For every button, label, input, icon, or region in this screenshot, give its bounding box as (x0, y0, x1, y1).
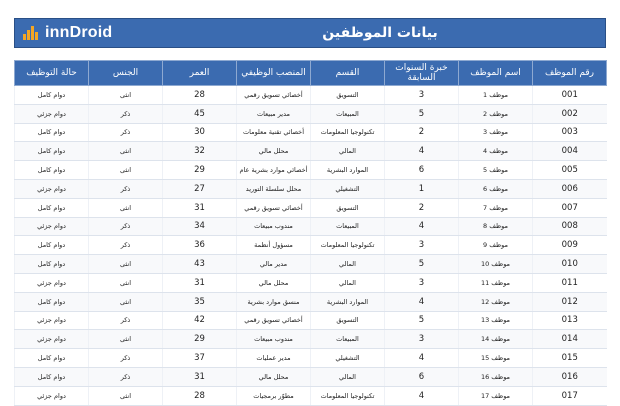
table-cell: محلل مالي (237, 142, 311, 161)
column-header: القسم (311, 61, 385, 86)
table-cell: 35 (163, 292, 237, 311)
table-cell: ذكر (89, 179, 163, 198)
table-cell: 3 (385, 86, 459, 105)
table-row (15, 217, 607, 236)
table-row (15, 161, 607, 180)
table-cell: 4 (385, 217, 459, 236)
table-cell: محلل مالي (237, 273, 311, 292)
table-cell: دوام كامل (15, 236, 89, 255)
table-cell: موظف 13 (459, 311, 533, 330)
table-cell: 2 (385, 123, 459, 142)
table-cell: تكنولوجيا المعلومات (311, 386, 385, 405)
table-row (15, 123, 607, 142)
table-cell: 2 (385, 198, 459, 217)
table-cell: مدير مبيعات (237, 104, 311, 123)
table-cell: 008 (533, 217, 607, 236)
column-header: الجنس (89, 61, 163, 86)
table-cell: موظف 14 (459, 330, 533, 349)
table-row (15, 104, 607, 123)
table-cell: مدير مالي (237, 255, 311, 274)
table-cell: 006 (533, 179, 607, 198)
table-cell: مندوب مبيعات (237, 330, 311, 349)
table-cell: مندوب مبيعات (237, 217, 311, 236)
table-cell: 43 (163, 255, 237, 274)
table-cell: ذكر (89, 217, 163, 236)
table-cell: أخصائي تسويق رقمي (237, 198, 311, 217)
column-header: خبرة السنوات السابقة (385, 61, 459, 86)
table-cell: موظف 6 (459, 179, 533, 198)
table-cell: موظف 11 (459, 273, 533, 292)
table-cell: أخصائي موارد بشرية عام (237, 161, 311, 180)
table-cell: دوام جزئي (15, 311, 89, 330)
column-header: المنصب الوظيفي (237, 61, 311, 86)
table-cell: أخصائي تقنية معلومات (237, 123, 311, 142)
table-cell: الموارد البشرية (311, 161, 385, 180)
table-cell: موظف 5 (459, 161, 533, 180)
table-cell: 30 (163, 123, 237, 142)
table-cell: 31 (163, 198, 237, 217)
table-cell: 011 (533, 273, 607, 292)
table-cell: محلل سلسلة التوريد (237, 179, 311, 198)
table-cell: ذكر (89, 123, 163, 142)
table-cell: موظف 16 (459, 367, 533, 386)
table-row (15, 255, 607, 274)
table-cell: أخصائي تسويق رقمي (237, 86, 311, 105)
table-cell: 31 (163, 273, 237, 292)
table-cell: دوام جزئي (15, 179, 89, 198)
table-cell: 36 (163, 236, 237, 255)
table-cell: 3 (385, 236, 459, 255)
column-header: العمر (163, 61, 237, 86)
table-cell: التشغيلي (311, 179, 385, 198)
table-cell: محلل مالي (237, 367, 311, 386)
table-row (15, 179, 607, 198)
column-header: اسم الموظف (459, 61, 533, 86)
table-body (15, 86, 607, 406)
table-cell: تكنولوجيا المعلومات (311, 123, 385, 142)
table-cell: موظف 9 (459, 236, 533, 255)
table-cell: 1 (385, 179, 459, 198)
table-row (15, 236, 607, 255)
table-cell: التشغيلي (311, 349, 385, 368)
table-cell: 27 (163, 179, 237, 198)
table-cell: دوام كامل (15, 255, 89, 274)
table-row (15, 349, 607, 368)
table-cell: المبيعات (311, 104, 385, 123)
table-cell: 4 (385, 349, 459, 368)
table-cell: انثى (89, 386, 163, 405)
table-cell: المبيعات (311, 330, 385, 349)
table-cell: ذكر (89, 349, 163, 368)
table-cell: المالي (311, 367, 385, 386)
table-cell: تكنولوجيا المعلومات (311, 236, 385, 255)
table-row (15, 367, 607, 386)
table-row (15, 330, 607, 349)
table-cell: المالي (311, 273, 385, 292)
table-cell: 29 (163, 330, 237, 349)
table-cell: دوام كامل (15, 161, 89, 180)
table-cell: 013 (533, 311, 607, 330)
table-row (15, 142, 607, 161)
table-cell: انثى (89, 142, 163, 161)
table-cell: دوام كامل (15, 123, 89, 142)
table-cell: دوام جزئي (15, 217, 89, 236)
table-cell: موظف 1 (459, 86, 533, 105)
table-cell: ذكر (89, 367, 163, 386)
table-cell: منسق موارد بشرية (237, 292, 311, 311)
table-cell: موظف 2 (459, 104, 533, 123)
table-row (15, 198, 607, 217)
table-cell: مدير عمليات (237, 349, 311, 368)
table-row (15, 273, 607, 292)
table-cell: موظف 10 (459, 255, 533, 274)
table-header-row (15, 61, 607, 86)
table-cell: 31 (163, 367, 237, 386)
table-cell: المالي (311, 255, 385, 274)
table-cell: المبيعات (311, 217, 385, 236)
table-cell: أخصائي تسويق رقمي (237, 311, 311, 330)
table-row (15, 86, 607, 105)
employees-table (14, 60, 607, 406)
table-cell: دوام كامل (15, 142, 89, 161)
table-cell: 001 (533, 86, 607, 105)
table-cell: دوام كامل (15, 349, 89, 368)
table-cell: 015 (533, 349, 607, 368)
table-cell: دوام كامل (15, 86, 89, 105)
table-cell: 007 (533, 198, 607, 217)
logo-text: innDroid (45, 24, 113, 41)
table-cell: دوام جزئي (15, 273, 89, 292)
table-cell: 37 (163, 349, 237, 368)
table-cell: 003 (533, 123, 607, 142)
table-cell: مطوّر برمجيات (237, 386, 311, 405)
table-cell: 002 (533, 104, 607, 123)
table-cell: 010 (533, 255, 607, 274)
table-cell: انثى (89, 292, 163, 311)
table-cell: 32 (163, 142, 237, 161)
table-cell: انثى (89, 273, 163, 292)
table-cell: موظف 12 (459, 292, 533, 311)
table-cell: 28 (163, 86, 237, 105)
table-cell: انثى (89, 330, 163, 349)
table-cell: 45 (163, 104, 237, 123)
table-cell: 017 (533, 386, 607, 405)
table-cell: 4 (385, 386, 459, 405)
table-cell: موظف 7 (459, 198, 533, 217)
table-cell: دوام جزئي (15, 104, 89, 123)
table-cell: انثى (89, 198, 163, 217)
table-cell: موظف 15 (459, 349, 533, 368)
table-cell: دوام كامل (15, 367, 89, 386)
table-cell: 016 (533, 367, 607, 386)
table-cell: انثى (89, 255, 163, 274)
table-cell: 004 (533, 142, 607, 161)
table-row (15, 386, 607, 405)
table-cell: دوام كامل (15, 292, 89, 311)
header-banner (14, 18, 606, 48)
table-cell: 29 (163, 161, 237, 180)
table-cell: دوام جزئي (15, 386, 89, 405)
table-cell: التسويق (311, 86, 385, 105)
table-cell: الموارد البشرية (311, 292, 385, 311)
table-cell: 5 (385, 255, 459, 274)
table-cell: موظف 4 (459, 142, 533, 161)
table-cell: 3 (385, 273, 459, 292)
table-cell: 009 (533, 236, 607, 255)
table-cell: 6 (385, 161, 459, 180)
table-cell: التسويق (311, 198, 385, 217)
table-cell: 34 (163, 217, 237, 236)
table-row (15, 311, 607, 330)
table-cell: 012 (533, 292, 607, 311)
table-cell: 42 (163, 311, 237, 330)
table-cell: 6 (385, 367, 459, 386)
table-cell: ذكر (89, 104, 163, 123)
table-cell: 4 (385, 292, 459, 311)
table-cell: المالي (311, 142, 385, 161)
table-cell: موظف 17 (459, 386, 533, 405)
table-cell: 014 (533, 330, 607, 349)
table-cell: انثى (89, 161, 163, 180)
column-header: رقم الموظف (533, 61, 607, 86)
table-cell: موظف 3 (459, 123, 533, 142)
page-title: بيانات الموظفين (322, 25, 438, 41)
table-cell: 4 (385, 142, 459, 161)
table-cell: دوام كامل (15, 198, 89, 217)
table-cell: 5 (385, 311, 459, 330)
table-cell: 28 (163, 386, 237, 405)
table-cell: 5 (385, 104, 459, 123)
table-row (15, 292, 607, 311)
table-cell: موظف 8 (459, 217, 533, 236)
table-cell: 3 (385, 330, 459, 349)
table-cell: ذكر (89, 236, 163, 255)
table-cell: ذكر (89, 311, 163, 330)
column-header: حالة التوظيف (15, 61, 89, 86)
table-cell: 005 (533, 161, 607, 180)
table-cell: انثى (89, 86, 163, 105)
table-cell: التسويق (311, 311, 385, 330)
table-cell: مسؤول أنظمة (237, 236, 311, 255)
table-cell: دوام جزئي (15, 330, 89, 349)
